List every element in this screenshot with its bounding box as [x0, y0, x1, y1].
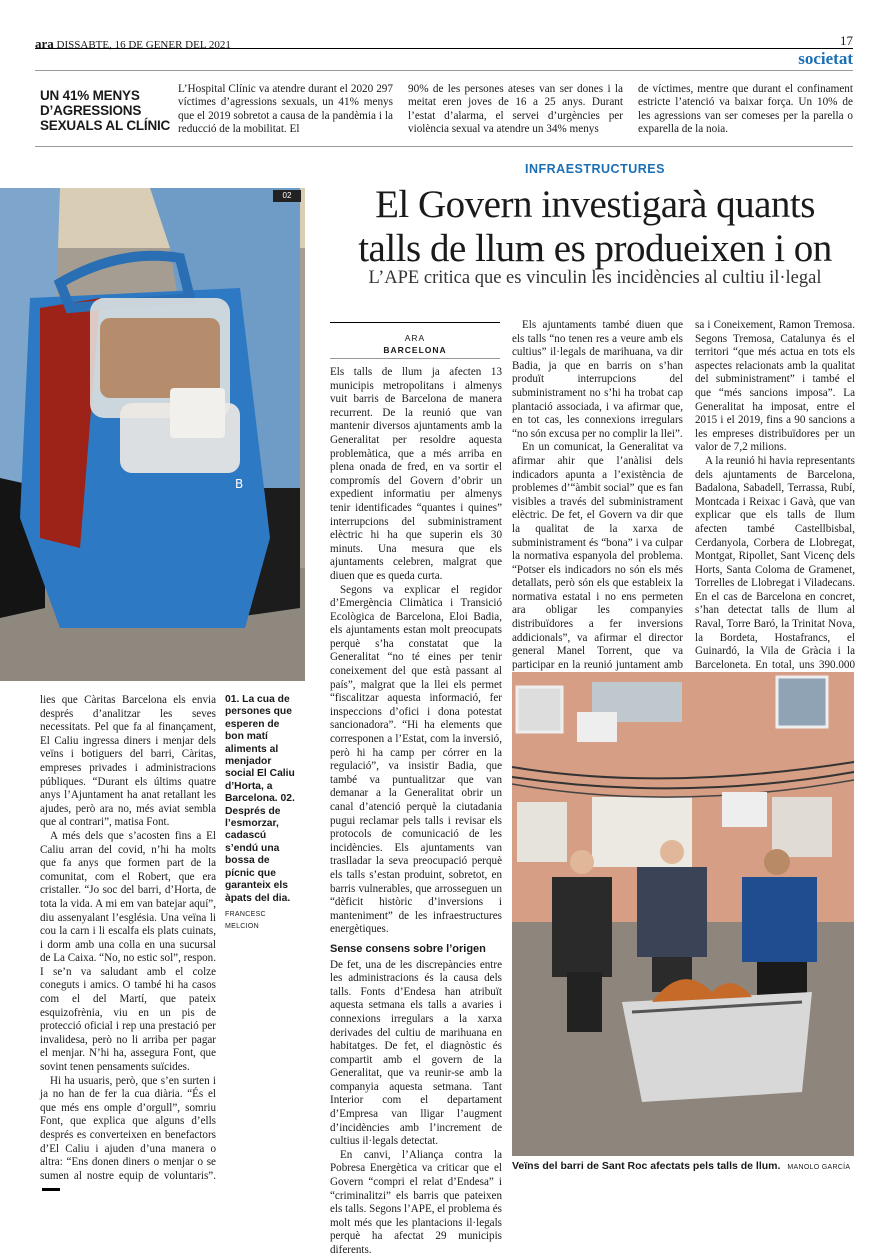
- sidebar-story: [40, 694, 216, 1197]
- article-column-1: [330, 366, 502, 1258]
- brief-column-3: de víctimes, mentre que durant el confinament estricte l’atenció va baixar força. Un 10% de les agressions van ser comeses per la parella o exparella de la noia.: [638, 83, 853, 136]
- article-kicker: INFRAESTRUCTURES: [525, 162, 665, 176]
- photo1-caption: [225, 694, 300, 934]
- page-number: 17: [840, 33, 853, 48]
- brief-headline: UN 41% MENYS D’AGRESSIONS SEXUALS AL CLÍNIC: [40, 88, 171, 133]
- col1-paragraph-3: De fet, una de les discrepàncies entre les administracions és la causa dels talls. Fonts d’Endesa han atribuït aquesta setmana els talls a avaries i connexions irregulars a la xarxa derivades del cultiu de marihuana en habitatges. De fet, el diagnòstic és compartit amb el govern de la Generalitat, que va reunir-se amb la companyia aquesta setmana. Tant Interior com el departament d’Empresa van lligar l’augment d’incidències amb l’increment de cultius il·legals detectat.: [330, 958, 502, 1148]
- photo2-caption: [512, 1160, 854, 1172]
- byline-rule: [330, 322, 500, 323]
- end-mark: [42, 1188, 60, 1191]
- article-title: [330, 183, 860, 271]
- byline-rule-bottom: [330, 358, 500, 359]
- brand-logo: ara: [35, 36, 54, 51]
- col1-paragraph-4: En canvi, l’Aliança contra la Pobresa Energètica va criticar que el Govern “compri el relat d’Endesa” i “criminalitzi” els barris que pateixen els talls. Segons l’APE, el problema és molt més que les plantacions il·legals perquè ha afectat 29 municipis diferents.: [330, 1148, 502, 1256]
- photo2-caption-text: Veïns del barri de Sant Roc afectats pels talls de llum.: [512, 1160, 781, 1172]
- col3-paragraph-1: sa i Coneixement, Ramon Tremosa. Segons Tremosa, Catalunya és el territori “que més actua en tots els aspectes relacionats amb la qualitat del subministrament” i també el que “més sancions imposa”. La Generalitat ha imposat, entre el 2015 i el 2019, fins a 90 sancions a les empreses distribuïdores per un valor de 7,2 milions.: [695, 319, 855, 454]
- section-rule: [35, 70, 853, 71]
- sidebar-paragraph-2: A més dels que s’acosten fins a El Caliu arran del covid, n’hi ha molts que fa anys que formen part de la comunitat, com el Robert, que era cristaller. “Jo soc del barri, d’Horta, de tota la vida. A mi em van batejar aquí”, diu assenyalant l’església. Una veïna li cou la carn i li escalfa els plats cuinats, i dorm amb una colla en una sucursal de La Caixa. “No, no estic sol”, respon. I se’n va saludant amb el colze coneguts i amics. O també hi ha casos com el del Martí, que pateix esquizofrènia, viu en un pis de protecció oficial i rep una prestació per invalidesa, però no li arriba per pagar el menjar. N’hi ha, assegura Font, que sovint tenen pensaments suïcides.: [40, 829, 216, 1074]
- photo-badge: 02: [273, 190, 301, 202]
- section-label: societat: [798, 49, 853, 68]
- title-line-2: talls de llum es produeixen i on: [358, 227, 832, 270]
- brief-rule: [35, 146, 853, 147]
- article-subhead: Sense consens sobre l’origen: [330, 942, 486, 955]
- food-bag-photo: [0, 188, 305, 681]
- byline-author: ARA: [404, 333, 426, 343]
- brief-column-2: 90% de les persones ateses van ser dones i la meitat eren joves de 16 a 25 anys. Durant l’estat d’alarma, el servei d’urgències per violència sexual va atendre un 34% menys: [408, 83, 623, 136]
- col1-paragraph-2: Segons va explicar el regidor d’Emergència Climàtica i Transició Ecològica de Barcelona, Eloi Badia, els ajuntaments estan molt preocupats perquè s’ha constatat que la Generalitat “no té eines per tenir coneixement del que està passant al país”, malgrat que la llei els permet “fiscalitzar aquesta informació, fer inspeccions d’ofici i dona potestat sancionadora”. “Hi ha elements que corresponen a l’Estat, com la inversió, però hi ha camp per córrer en la regulació”, va insistir Badia, que també va puntualitzar que van demanar a la Generalitat obrir un canal d’atenció perquè la ciutadania pugui reclamar pels talls i revisar els protocols de comunicació de les incidències. Els ajuntaments van traslladar la seva preocupació perquè els talls s’estan produint, sobretot, en barris vulnerables, que arrosseguen un “dèficit històric d’inversions i manteniment” de les infraestructures energètiques.: [330, 583, 502, 936]
- article-column-2: [512, 319, 683, 686]
- neighbours-photo: [512, 672, 854, 1156]
- col1-paragraph-1: Els talls de llum ja afecten 13 municipis metropolitans i almenys vuit barris de Barcelona de manera recurrent. De la reunió que van mantenir diversos ajuntaments amb la Generalitat per resoldre aquesta problemàtica, que a més arriba en plena onada de fred, en va sortir el compromís del Govern d’obrir un expedient informatiu per almenys tenir identificades “quantes i quines” interrupcions del subministrament elèctric hi ha que superin els 30 minuts. Una mesura que els ajuntaments celebren, malgrat que diuen que es queda curta.: [330, 366, 502, 582]
- sidebar-paragraph-3: [40, 1075, 216, 1197]
- header-rule: [35, 48, 853, 49]
- svg-text:B: B: [235, 477, 244, 491]
- article-column-3: [695, 319, 855, 686]
- col2-paragraph-2: En un comunicat, la Generalitat va afirmar ahir que l’anàlisi dels indicadors apunta a l’existència de problemes d’“àmbit social” que es fan visibles a través del subministrament elèctric. De fet, el Govern va dir que la qualitat de la xarxa de subministrament és “bona” i va culpar la normativa espanyola del problema. “Potser els indicadors no són els més detallats, però són els que estableix la normativa estatal i no ens permeten ara obligar les companyies distribuïdores a fer inversions addicionals”, va afirmar el director general Manel Torrent, que va participar en la reunió juntament amb: [512, 441, 683, 671]
- sidebar-paragraph-3-text: Hi ha usuaris, però, que s’en surten i ja no han de fer la cua diària. “És el que més ens omple d’orgull”, somriu Font, que explica que alguns d’ells després es converteixen en benefactors d’El Caliu i ajuden d’una manera o altra: “Ens donen diners o menjar o se sumen al nostre equip de voluntaris”.: [40, 1074, 216, 1182]
- issue-date: DISSABTE, 16 DE GENER DEL 2021: [56, 39, 231, 51]
- article-subtitle: L’APE critica que es vinculin les incidències al cultiu il·legal: [368, 268, 822, 288]
- neighbours-illustration: [512, 672, 854, 1156]
- brief-column-1: L’Hospital Clínic va atendre durant el 2020 297 víctimes d’agressions sexuals, un 41% menys que el 2019 sobretot a causa de la pandèmia i la reducció de la mobilitat. El: [178, 83, 393, 136]
- col3-paragraph-2: [695, 455, 855, 686]
- col3-paragraph-2-text: A la reunió hi havia representants dels ajuntaments de Barcelona, Badalona, Sabadell, Terrassa, Rubí, Montcada i Reixac i Gavà, que van explicar que els talls de llum afecten també Castellbisbal, Cerdanyola, Corbera de Llobregat, Montgat, Ripollet, Sant Vicenç dels Horts, Santa Coloma de Gramenet, Torrelles de Llobregat i Viladecans. En el cas de Barcelona en concret, s’han detectat talls de llum al Raval, Torre Baró, la Trinitat Nova, la Bordeta, Hostafrancs, el Guinardó, la Vila de Gràcia i la Barceloneta. En total, uns 390.000: [695, 454, 855, 671]
- photo1-caption-text: 01. La cua de persones que esperen de bon matí aliments al menjador social El Caliu d’Horta, a Barcelona. 02. Després de l’esmorzar, cadascú s’endú una bossa de pícnic que garanteix els àpats del dia.: [225, 694, 295, 904]
- photo1-credit: FRANCESC MELCION: [225, 910, 266, 931]
- sidebar-paragraph-1: lies que Càritas Barcelona els envia després d’analitzar les seves necessitats. Pel que fa al finançament, El Caliu ingressa diners i menjar dels veïns i botiguers del barri, Càritas, empreses privades i administracions públiques. “Durant els últims quatre anys l’Ajuntament ha anat retallant les ajudes, però ara no, més aviat sembla que al contrari”, matisa Font.: [40, 694, 216, 829]
- food-bag-illustration: [0, 188, 305, 681]
- col2-paragraph-1: Els ajuntaments també diuen que els talls “no tenen res a veure amb els cultius” il·legals de marihuana, va dir Badia, ja que en barris on s’han produït interrupcions del subministrament no s’hi ha trobat cap plantació associada, i va afirmar que, en tot cas, les connexions irregulars “no són excusa per no complir la llei”.: [512, 319, 683, 440]
- photo2-credit: MANOLO GARCÍA: [787, 1164, 851, 1171]
- masthead: [35, 36, 231, 52]
- title-line-1: El Govern investigarà quants: [375, 183, 815, 226]
- byline-location: BARCELONA: [383, 345, 447, 355]
